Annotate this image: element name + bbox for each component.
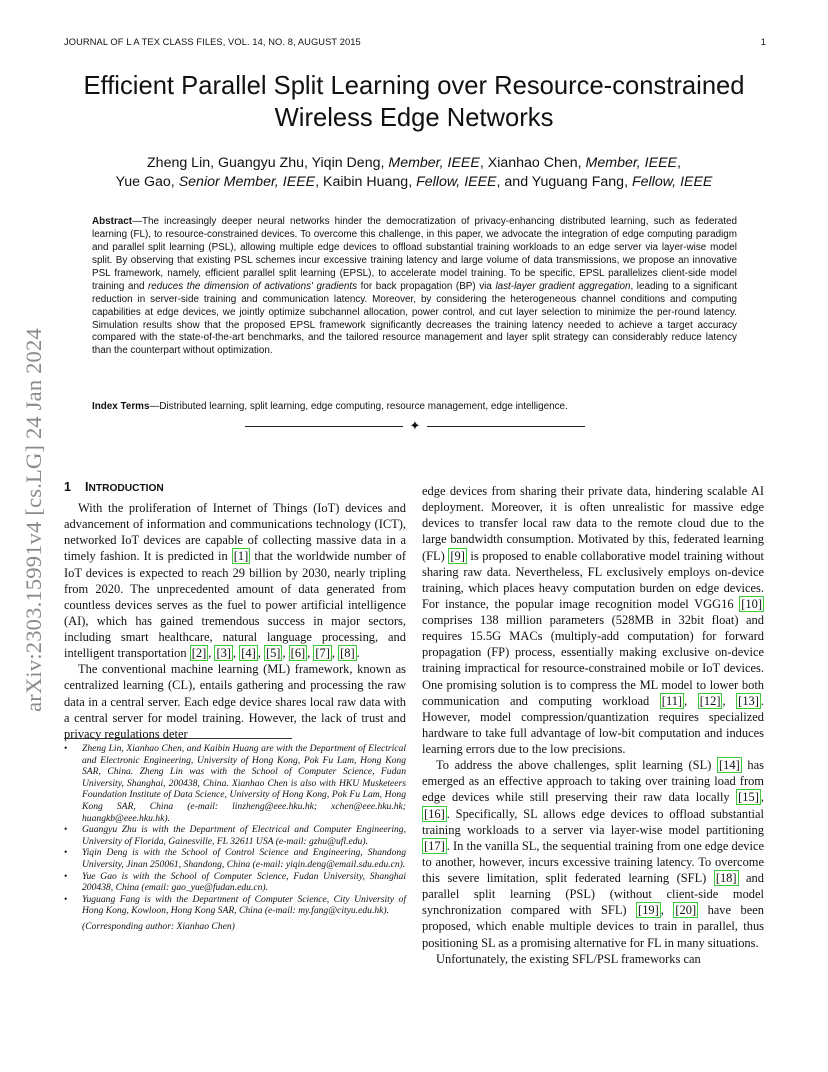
section-heading: [64, 480, 164, 494]
index-terms-label: Index Terms: [92, 401, 150, 412]
right-column: [422, 483, 764, 967]
intro-paragraph-4: To address the above challenges, split learning (SL) [14] has emerged as an effective approach to taking over training load from edge devices while still preserving their raw data locally [15] , [16] . Specifically, SL allows edge devices to offload substantial training workloads to a server via layer-wise model partitioning [17] . In the vanilla SL, the sequential training from one edge device to another, however, incurs excessive training latency. To overcome this severe limitation, split federated learning (SFL) [18] and parallel split learning (PSL) (without client-side model synchronization compared with SFL) [19] , [20] have been proposed, which enable multiple devices to train in parallel, thus positioning SL as a promising alternative for FL in many situations.: [422, 758, 764, 950]
citation-link[interactable]: [1]: [233, 549, 249, 564]
citation-link[interactable]: [4]: [241, 646, 256, 661]
footnote-item: • Guangyu Zhu is with the Department of Electrical and Computer Engineering, University of Florida, Gainesville, FL 32611 USA (e-mail: gzhu@ufl.edu).: [64, 824, 406, 847]
citation-link[interactable]: [3]: [216, 646, 231, 661]
bullet-icon: •: [64, 870, 68, 882]
citation-link[interactable]: [6]: [290, 646, 306, 661]
bullet-icon: •: [64, 824, 68, 836]
abstract-label: Abstract: [92, 216, 133, 227]
footnote-item: • Yiqin Deng is with the School of Control Science and Engineering, Shandong University, Jinan 250061, Shandong, China (e-mail: yiqin.deng@email.sdu.edu.cn).: [64, 847, 406, 870]
intro-paragraph-5: Unfortunately, the existing SFL/PSL frameworks can: [436, 951, 701, 966]
citation-link[interactable]: [2]: [191, 646, 207, 661]
footnote-rule: [64, 738, 292, 739]
citation-link[interactable]: [13]: [738, 693, 759, 708]
bullet-icon: •: [64, 743, 68, 754]
citation-link[interactable]: [18]: [715, 871, 737, 885]
section-title-initial: I: [85, 480, 89, 494]
citation-link[interactable]: [20]: [675, 903, 697, 918]
arxiv-identifier: arXiv:2303.15991v4 [cs.LG] 24 Jan 2024: [21, 328, 47, 712]
paper-title: [40, 70, 788, 134]
citation-link[interactable]: [17]: [424, 838, 445, 853]
intro-paragraph-3: edge devices from sharing their private data, hindering scalable AI deployment. Moreover, it is often unrealistic for massive edge devices to transfer local raw data to the remote cloud due to the large bandwidth consumption. Motivated by this, federated learning (FL) [9] is proposed to enable collaborative model training without sharing raw data. Nevertheless, FL exclusively employs on-device training, which places heavy computation burden on edge devices. For instance, the popular image recognition model VGG16 [10] comprises 138 million parameters (528MB in 32bit float) and requires 15.5G MACs (multiply-add computation) for forward propagation (FP) process, essentially making exclusive on-device training impractical for resource-constrained mobile or IoT devices. One promising solution is to compress the ML model to lower both communication and computing workload [11] , [12] , [13] . However, model compression/quantization requires specialized hardware to take full advantage of low-bit computation and induces learning errors due to the low precisions.: [422, 484, 765, 756]
section-title-rest: NTRODUCTION: [88, 483, 164, 494]
citation-link[interactable]: [8]: [340, 646, 355, 661]
citation-link[interactable]: [9]: [450, 548, 465, 563]
title-line-2: Wireless Edge Networks: [274, 104, 554, 132]
footnotes: [64, 743, 406, 933]
citation-link[interactable]: [7]: [315, 646, 330, 661]
separator-line-right: [427, 426, 585, 427]
citation-link[interactable]: [19]: [638, 903, 659, 918]
citation-link[interactable]: [5]: [265, 646, 281, 661]
authors-line-1: Zheng Lin, Guangyu Zhu, Yiqin Deng, Member, IEEE, Xianhao Chen, Member, IEEE,: [147, 155, 681, 171]
index-terms-text: Distributed learning, split learning, edge computing, resource management, edge intelligence.: [159, 401, 568, 412]
corresponding-author: (Corresponding author: Xianhao Chen): [82, 920, 235, 932]
page-number: 1: [760, 37, 766, 47]
bullet-icon: •: [64, 893, 68, 905]
left-column: [64, 500, 406, 742]
abstract-text: The increasingly deeper neural networks hinder the democratization of privacy-enhancing distributed learning, such as federated learning (FL), to resource-constrained devices. To overcome this challenge, in this paper, we advocate the integration of edge computing paradigm and parallel split learning (PSL), allowing multiple edge devices to offload substantial training workloads to an edge server via layer-wise model split. By observing that existing PSL schemes incur excessive training latency and large volume of data transmissions, we propose an innovative PSL framework, namely, efficient parallel split learning (EPSL), to accelerate model training. To be specific, EPSL parallelizes client-side model training and: [92, 216, 737, 292]
section-separator: [245, 420, 585, 434]
journal-name: JOURNAL OF L A TEX CLASS FILES, VOL. 14, NO. 8, AUGUST 2015: [64, 37, 361, 47]
section-number: 1: [64, 480, 72, 494]
footnote-item: • Zheng Lin, Xianhao Chen, and Kaibin Huang are with the Department of Electrical and Electronic Engineering, University of Hong Kong, Pok Fu Lam, Hong Kong SAR, China. Zheng Lin was with the School of Computer Science, Fudan University, Shanghai, 200438, China. Xianhao Chen is also with HKU Musketeers Foundation Institute of Data Science, University of Hong Kong, Pok Fu Lam, Hong Kong SAR, China (e-mail: linzheng@eee.hku.hk; xchen@eee.hku.hk; huangkb@eee.hku.hk).: [64, 743, 406, 824]
bullet-icon: •: [64, 847, 68, 859]
citation-link[interactable]: [11]: [661, 693, 683, 708]
citation-link[interactable]: [15]: [738, 790, 759, 805]
citation-link[interactable]: [14]: [719, 758, 740, 773]
running-header: [64, 37, 766, 47]
citation-link[interactable]: [12]: [699, 693, 721, 708]
separator-diamond-icon: ✦: [409, 418, 421, 433]
abstract: Abstract—The increasingly deeper neural networks hinder the democratization of privacy-enhancing distributed learning, such as federated learning (FL), to resource-constrained devices. To overcome this challenge, in this paper, we advocate the integration of edge computing paradigm and parallel split learning (PSL), allowing multiple edge devices to offload substantial training workloads to an edge server via layer-wise model split. By observing that existing PSL schemes incur excessive training latency and large volume of data transmissions, we propose an innovative PSL framework, namely, efficient parallel split learning (EPSL), to accelerate model training. To be specific, EPSL parallelizes client-side model training and reduces the dimension of activations' gradients for back propagation (BP) via last-layer gradient aggregation, leading to a significant reduction in server-side training and communication latency. Moreover, by considering the heterogeneous channel conditions and computing capabilities at edge devices, we jointly optimize subchannel allocation, power control, and cut layer selection to minimize the per-round latency. Simulation results show that the proposed EPSL framework significantly decreases the training latency needed to achieve a target accuracy compared with the state-of-the-art benchmarks, and the tailored resource management and layer split strategy can considerably reduce latency than the counterpart without optimization.: [92, 216, 737, 357]
intro-paragraph-2: The conventional machine learning (ML) framework, known as centralized learning (CL), entails gathering and processing the raw data in a central server. Each edge device shares local raw data with a central server for model training. However, the lack of trust and privacy regulations deter: [64, 662, 406, 741]
citation-link[interactable]: [16]: [424, 806, 445, 821]
author-list: [60, 154, 768, 192]
separator-line-left: [245, 426, 403, 427]
title-line-1: Efficient Parallel Split Learning over Resource-constrained: [83, 72, 745, 100]
arxiv-stamp: [20, 290, 48, 750]
footnote-item: • Yuguang Fang is with the Department of Computer Science, City University of Hong Kong, Kowloon, Hong Kong SAR, China (e-mail: my.fang@cityu.edu.hk).: [64, 893, 406, 917]
footnote-item: • Yue Gao is with the School of Computer Science, Fudan University, Shanghai 200438, China (email: gao_yue@fudan.edu.cn).: [64, 870, 406, 894]
authors-line-2: Yue Gao, Senior Member, IEEE, Kaibin Huang, Fellow, IEEE, and Yuguang Fang, Fellow, IEEE: [115, 174, 713, 190]
intro-paragraph-1: With the proliferation of Internet of Things (IoT) devices and advancement of information and communications technology (ICT), networked IoT devices are capable of collecting massive data in a timely fashion. It is predicted in [1] that the worldwide number of IoT devices is expected to reach 29 billion by 2030, nearly tripling from 2020. The unprecedented amount of data generated from countless devices serves as the fuel to power artificial intelligence (AI), which has gained tremendous success in major sectors, including smart healthcare, natural language processing, and intelligent transportation [2] , [3] , [4] , [5] , [6] , [7] , [8] .: [64, 501, 406, 661]
citation-link[interactable]: [10]: [741, 596, 762, 611]
index-terms: Index Terms—Distributed learning, split learning, edge computing, resource management, edge intelligence.: [92, 401, 568, 412]
